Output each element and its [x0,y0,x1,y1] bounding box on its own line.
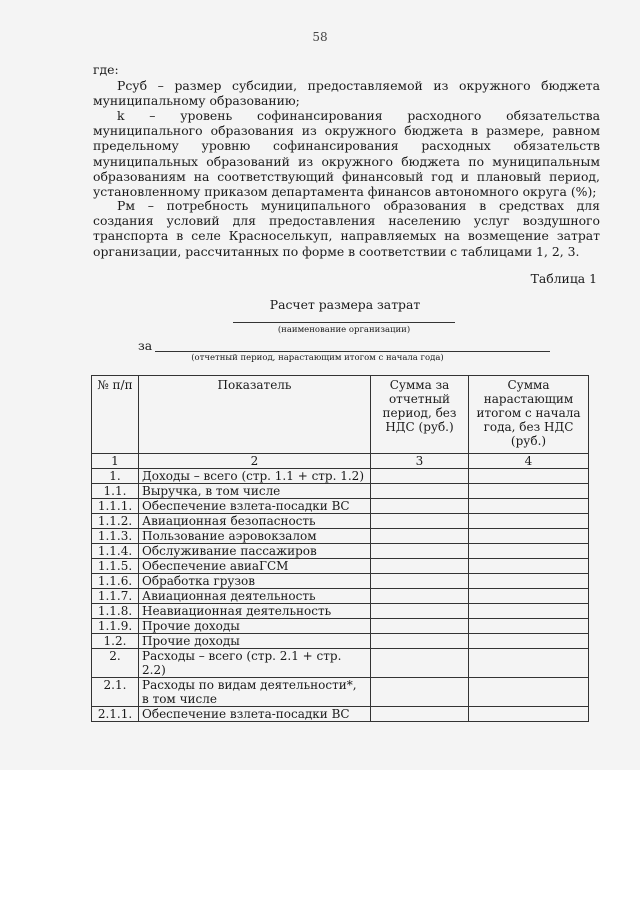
row-num: 2.1. [92,678,139,707]
row-indicator: Прочие доходы [139,634,371,649]
form-title: Расчет размера затрат [269,297,421,312]
org-name-caption: (наименование организации) [277,325,411,335]
row-period-cell[interactable] [371,634,469,649]
row-cumulative-cell[interactable] [469,649,589,678]
row-indicator: Прочие доходы [139,619,371,634]
row-indicator: Пользование аэровокзалом [139,529,371,544]
column-number: 4 [469,454,589,469]
row-period-cell[interactable] [371,514,469,529]
row-num: 1.1.8. [92,604,139,619]
row-period-cell[interactable] [371,707,469,722]
column-number: 2 [139,454,371,469]
header-cumulative-sum: Сумма нарастающим итогом с начала года, без НДС (руб.) [469,376,589,454]
row-num: 2.1.1. [92,707,139,722]
row-cumulative-cell[interactable] [469,678,589,707]
period-line [155,351,550,352]
row-indicator: Обеспечение авиаГСМ [139,559,371,574]
row-indicator: Обслуживание пассажиров [139,544,371,559]
table-row [92,589,589,604]
row-num: 1.1.4. [92,544,139,559]
row-indicator: Неавиационная деятельность [139,604,371,619]
row-indicator: Обработка грузов [139,574,371,589]
row-cumulative-cell[interactable] [469,529,589,544]
table-row [92,544,589,559]
table-label: Таблица 1 [530,271,597,286]
row-indicator: Расходы – всего (стр. 2.1 + стр. 2.2) [139,649,371,678]
column-number: 1 [92,454,139,469]
row-num: 1.1.6. [92,574,139,589]
row-cumulative-cell[interactable] [469,469,589,484]
row-num: 1.1. [92,484,139,499]
row-num: 1.1.5. [92,559,139,574]
row-num: 1.1.1. [92,499,139,514]
row-num: 1.1.7. [92,589,139,604]
paragraph-rm: Рм – потребность муниципального образования в средствах для создания условий для предоставления населению услуг воздушного транспорта в селе Красноселькуп, направляемых на возмещение затрат организации, рассчитанных по форме в соответствии с таблицами 1, 2, 3. [93,198,600,259]
row-indicator: Расходы по видам деятельности*, в том числе [139,678,371,707]
row-num: 2. [92,649,139,678]
paragraph-k: k – уровень софинансирования расходного обязательства муниципального образования из окружного бюджета в размере, равном предельному уровню софинансирования расходных обязательств муниципальных образований из окружного бюджета по муниципальным образованиям на соответствующий финансовый год и плановый период, установленному приказом департамента финансов автономного округа (%); [93,108,600,200]
row-num: 1.1.9. [92,619,139,634]
row-cumulative-cell[interactable] [469,484,589,499]
table-row [92,619,589,634]
table-row [92,634,589,649]
table-header-row [92,376,589,454]
row-indicator: Обеспечение взлета-посадки ВС [139,707,371,722]
header-num: № п/п [92,376,139,454]
table-row [92,529,589,544]
row-cumulative-cell[interactable] [469,604,589,619]
row-indicator: Выручка, в том числе [139,484,371,499]
row-cumulative-cell[interactable] [469,559,589,574]
row-num: 1.1.3. [92,529,139,544]
table-row [92,469,589,484]
table-row [92,574,589,589]
row-indicator: Обеспечение взлета-посадки ВС [139,499,371,514]
cost-table [91,375,589,722]
row-cumulative-cell[interactable] [469,619,589,634]
row-period-cell[interactable] [371,529,469,544]
row-indicator: Авиационная деятельность [139,589,371,604]
where-label: где: [93,62,119,77]
row-cumulative-cell[interactable] [469,574,589,589]
row-cumulative-cell[interactable] [469,634,589,649]
row-num: 1.2. [92,634,139,649]
row-period-cell[interactable] [371,619,469,634]
period-caption: (отчетный период, нарастающим итогом с начала года) [191,353,444,363]
table-row [92,514,589,529]
row-indicator: Авиационная безопасность [139,514,371,529]
row-period-cell[interactable] [371,544,469,559]
table-row [92,604,589,619]
row-num: 1.1.2. [92,514,139,529]
row-cumulative-cell[interactable] [469,514,589,529]
row-cumulative-cell[interactable] [469,589,589,604]
column-number-row [92,454,589,469]
row-period-cell[interactable] [371,604,469,619]
table-row [92,707,589,722]
org-name-line [233,322,455,323]
row-period-cell[interactable] [371,559,469,574]
row-period-cell[interactable] [371,589,469,604]
header-period-sum: Сумма за отчетный период, без НДС (руб.) [371,376,469,454]
table-row [92,559,589,574]
table-row [92,649,589,678]
paragraph-rsub: Рсуб – размер субсидии, предоставляемой из окружного бюджета муниципальному образованию; [93,78,600,109]
table-row [92,678,589,707]
row-period-cell[interactable] [371,574,469,589]
page-number: 58 [312,30,328,44]
table-row [92,499,589,514]
table-row [92,484,589,499]
row-period-cell[interactable] [371,469,469,484]
row-cumulative-cell[interactable] [469,544,589,559]
row-cumulative-cell[interactable] [469,707,589,722]
row-period-cell[interactable] [371,649,469,678]
column-number: 3 [371,454,469,469]
row-cumulative-cell[interactable] [469,499,589,514]
row-period-cell[interactable] [371,484,469,499]
row-period-cell[interactable] [371,678,469,707]
row-indicator: Доходы – всего (стр. 1.1 + стр. 1.2) [139,469,371,484]
period-prefix: за [138,338,153,353]
row-num: 1. [92,469,139,484]
header-indicator: Показатель [139,376,371,454]
row-period-cell[interactable] [371,499,469,514]
